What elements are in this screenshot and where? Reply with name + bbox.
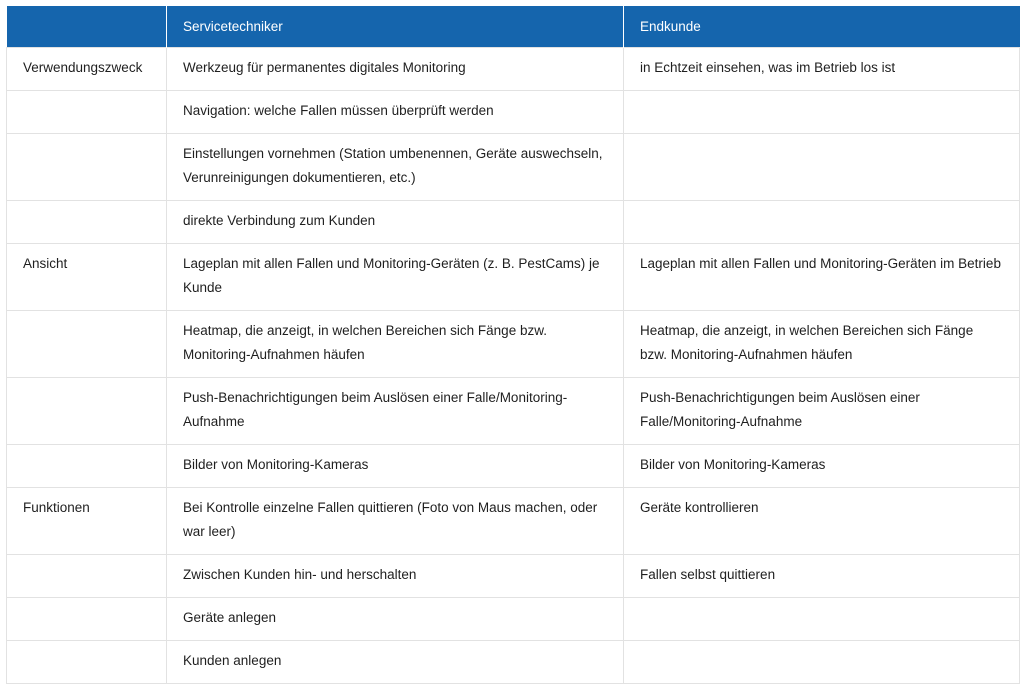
servicetechniker-cell: Einstellungen vornehmen (Station umbenennen, Geräte auswechseln, Verunreinigungen dokumentieren, etc.) xyxy=(167,134,624,201)
category-cell xyxy=(7,555,167,598)
endkunde-cell xyxy=(624,91,1020,134)
endkunde-cell: Lageplan mit allen Fallen und Monitoring-Geräten im Betrieb xyxy=(624,244,1020,311)
servicetechniker-cell: Lageplan mit allen Fallen und Monitoring-Geräten (z. B. PestCams) je Kunde xyxy=(167,244,624,311)
endkunde-cell xyxy=(624,598,1020,641)
category-cell xyxy=(7,311,167,378)
table-row xyxy=(7,598,1020,641)
endkunde-cell: Bilder von Monitoring-Kameras xyxy=(624,445,1020,488)
header-cell-category xyxy=(7,6,167,48)
category-cell: Ansicht xyxy=(7,244,167,311)
table-row xyxy=(7,91,1020,134)
category-cell xyxy=(7,134,167,201)
header-row xyxy=(7,6,1020,48)
category-cell xyxy=(7,445,167,488)
endkunde-cell: Heatmap, die anzeigt, in welchen Bereichen sich Fänge bzw. Monitoring-Aufnahmen häufen xyxy=(624,311,1020,378)
servicetechniker-cell: Geräte anlegen xyxy=(167,598,624,641)
servicetechniker-cell: Bilder von Monitoring-Kameras xyxy=(167,445,624,488)
table-header xyxy=(7,6,1020,48)
table-row xyxy=(7,488,1020,555)
table-row xyxy=(7,134,1020,201)
servicetechniker-cell: Bei Kontrolle einzelne Fallen quittieren (Foto von Maus machen, oder war leer) xyxy=(167,488,624,555)
table-row xyxy=(7,48,1020,91)
table-row xyxy=(7,445,1020,488)
header-cell-servicetechniker: Servicetechniker xyxy=(167,6,624,48)
servicetechniker-cell: Navigation: welche Fallen müssen überprüft werden xyxy=(167,91,624,134)
endkunde-cell: in Echtzeit einsehen, was im Betrieb los ist xyxy=(624,48,1020,91)
table-row xyxy=(7,555,1020,598)
table-body xyxy=(7,48,1020,684)
endkunde-cell xyxy=(624,201,1020,244)
servicetechniker-cell: Push-Benachrichtigungen beim Auslösen einer Falle/Monitoring-Aufnahme xyxy=(167,378,624,445)
category-cell xyxy=(7,641,167,684)
comparison-table xyxy=(6,6,1020,684)
comparison-table-container xyxy=(6,6,1019,684)
servicetechniker-cell: Zwischen Kunden hin- und herschalten xyxy=(167,555,624,598)
table-row xyxy=(7,244,1020,311)
endkunde-cell xyxy=(624,134,1020,201)
category-cell xyxy=(7,598,167,641)
category-cell: Verwendungszweck xyxy=(7,48,167,91)
servicetechniker-cell: Kunden anlegen xyxy=(167,641,624,684)
endkunde-cell: Geräte kontrollieren xyxy=(624,488,1020,555)
table-row xyxy=(7,311,1020,378)
endkunde-cell: Fallen selbst quittieren xyxy=(624,555,1020,598)
servicetechniker-cell: Werkzeug für permanentes digitales Monitoring xyxy=(167,48,624,91)
header-cell-endkunde: Endkunde xyxy=(624,6,1020,48)
servicetechniker-cell: direkte Verbindung zum Kunden xyxy=(167,201,624,244)
category-cell: Funktionen xyxy=(7,488,167,555)
table-row xyxy=(7,378,1020,445)
table-row xyxy=(7,641,1020,684)
category-cell xyxy=(7,378,167,445)
endkunde-cell: Push-Benachrichtigungen beim Auslösen einer Falle/Monitoring-Aufnahme xyxy=(624,378,1020,445)
category-cell xyxy=(7,91,167,134)
endkunde-cell xyxy=(624,641,1020,684)
category-cell xyxy=(7,201,167,244)
table-row xyxy=(7,201,1020,244)
servicetechniker-cell: Heatmap, die anzeigt, in welchen Bereichen sich Fänge bzw. Monitoring-Aufnahmen häufen xyxy=(167,311,624,378)
